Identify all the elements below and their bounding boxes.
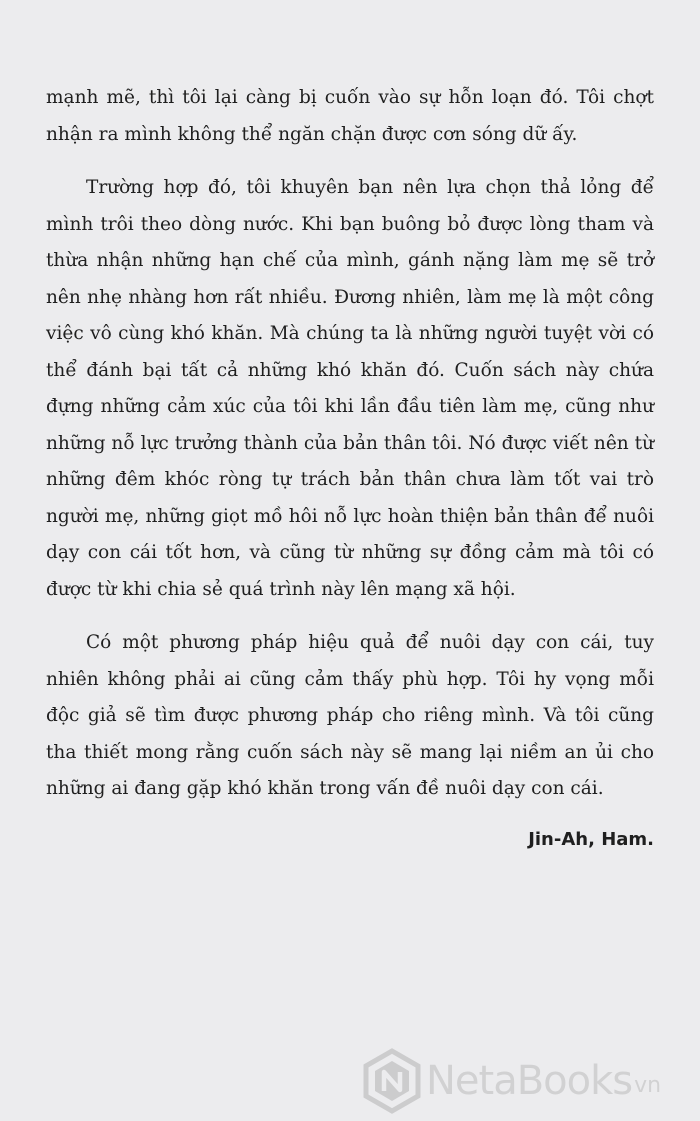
watermark [362, 1043, 661, 1119]
author-signature: Jin-Ah, Ham. [528, 828, 654, 850]
paragraph-3: Có một phương pháp hiệu quả để nuôi dạy con cái, tuy nhiên không phải ai cũng cảm thấy phù hợp. Tôi hy vọng mỗi độc giả sẽ tìm được phương pháp cho riêng mình. Và tôi cũng tha thiết mong rằng cuốn sách này sẽ mang lại niềm an ủi cho những ai đang gặp khó khăn trong vấn đề nuôi dạy con cái. [46, 632, 654, 799]
watermark-suffix: vn [634, 1073, 662, 1098]
paragraph-1: mạnh mẽ, thì tôi lại càng bị cuốn vào sự hỗn loạn đó. Tôi chợt nhận ra mình không thể ngăn chặn được cơn sóng dữ ấy. [46, 87, 654, 145]
page-body [46, 80, 654, 858]
watermark-brand: NetaBooks [426, 1058, 633, 1104]
netabooks-logo-icon [362, 1048, 422, 1114]
paragraph-2: Trường hợp đó, tôi khuyên bạn nên lựa chọn thả lỏng để mình trôi theo dòng nước. Khi bạn buông bỏ được lòng tham và thừa nhận những hạn chế của mình, gánh nặng làm mẹ sẽ trở nên nhẹ nhàng hơn rất nhiều. Đương nhiên, làm mẹ là một công việc vô cùng khó khăn. Mà chúng ta là những người tuyệt vời có thể đánh bại tất cả những khó khăn đó. Cuốn sách này chứa đựng những cảm xúc của tôi khi lần đầu tiên làm mẹ, cũng như những nỗ lực trưởng thành của bản thân tôi. Nó được viết nên từ những đêm khóc ròng tự trách bản thân chưa làm tốt vai trò người mẹ, những giọt mồ hôi nỗ lực hoàn thiện bản thân để nuôi dạy con cái tốt hơn, và cũng từ những sự đồng cảm mà tôi có được từ khi chia sẻ quá trình này lên mạng xã hội. [46, 177, 654, 600]
